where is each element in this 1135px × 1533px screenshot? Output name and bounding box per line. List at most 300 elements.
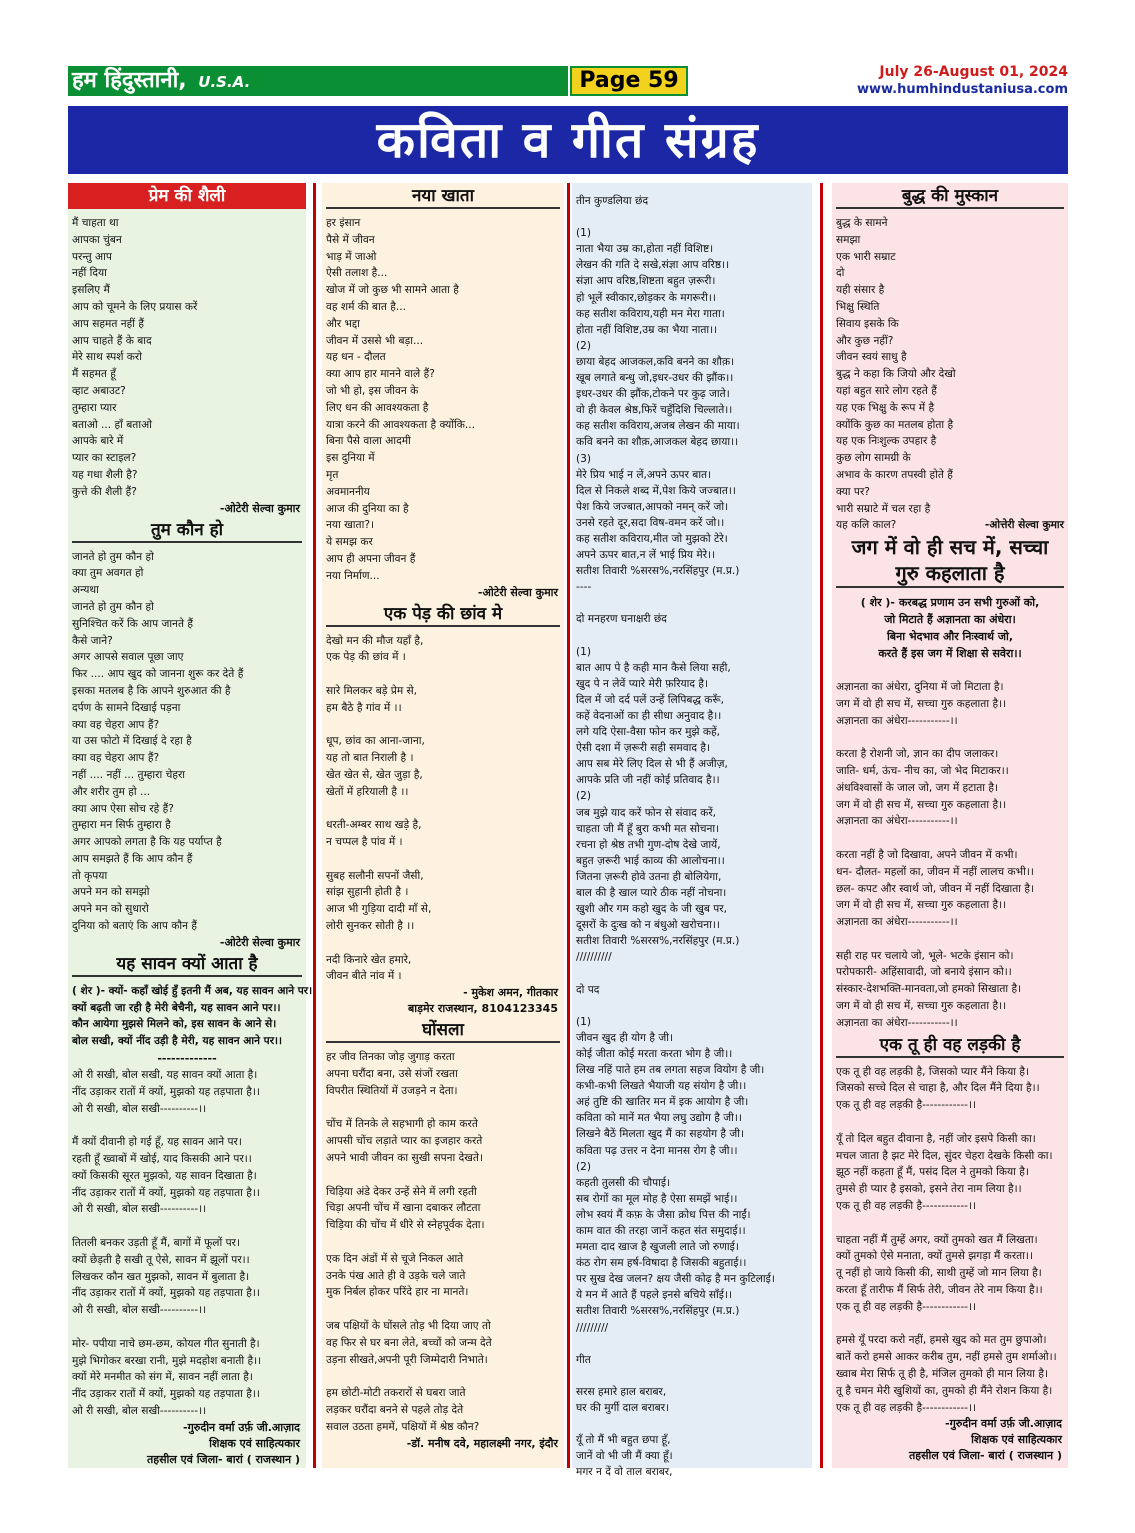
poem-author-title: शिक्षक एवं साहित्यकार [971, 1433, 1062, 1447]
poem-line: अपने मन को समझो [72, 886, 150, 899]
column-1 [68, 183, 313, 1468]
poem-line: लेखन की गति दे सखे,संज्ञा आप वरिष्ठ।। [576, 259, 730, 272]
poem-line: यह तो बात निराली है । [326, 752, 414, 765]
poem-line: तो कृपया [72, 869, 108, 882]
poem-line: छाया बेहद आजकल,कवि बनने का शौक़। [576, 355, 735, 368]
poem-line: तू है चमन मेरी खुशियों का, तुमको ही मैंने रोशन किया है। [836, 1384, 1053, 1397]
poem-line: कैसे जाने? [72, 634, 113, 647]
column-divider [820, 183, 823, 1468]
poem-line: जानते हो तुम कौन हो [72, 600, 154, 613]
poem-line: आपके प्रति जी नहीं कोई प्रतिवाद है।। [576, 774, 720, 787]
poem-line: एक भारी सम्राट [836, 250, 896, 263]
poem-line: अवमाननीय [326, 485, 370, 498]
poem-line: परोपकारी- अहिंसावादी, जो बनाये इंसान को।। [836, 966, 1012, 979]
poem-line: नींद उड़ाकर रातों में क्यों, मुझको यह तड़पाता है।। [72, 1186, 260, 1199]
poem-line: रहती हूँ ख्वाबों में खोई, याद किसकी आने पर।। [72, 1153, 252, 1166]
poem-line: ओ री सखी, बोल सखी----------।। [72, 1405, 207, 1417]
poem-line: दर्पण के सामने दिखाई पड़ना [72, 701, 181, 714]
poem-line: मेरे प्रिय भाई न लें,अपने ऊपर बात। [576, 468, 712, 481]
poem-line: आपसी चोंच लड़ाते प्यार का इजहार करते [326, 1135, 483, 1148]
poem-line: अगर आपसे सवाल पूछा जाए [72, 651, 184, 664]
poem-line: अहं तुष्टि की खातिर मन में इक आयोग है जी। [576, 1096, 749, 1109]
poem-line: आज की दुनिया का है [326, 502, 409, 515]
poem-line: (2) [576, 790, 592, 803]
poem-line [326, 666, 560, 683]
poem-line: यह कलि काल? [836, 519, 897, 532]
poem-title: एक पेड़ की छांव मे [326, 603, 560, 627]
poem-line: जग में वो ही सच में, सच्चा गुरु कहलाता है।। [836, 697, 1007, 710]
poem-line [836, 931, 1064, 948]
poem-body [832, 1064, 1068, 1417]
poem-line: (2) [576, 339, 592, 352]
poem-body [68, 549, 306, 935]
poem-author-place: तहसील एवं जिला- बारां ( राजस्थान ) [909, 1449, 1062, 1463]
poem-line: घर की मुर्गी दाल बराबर। [576, 1402, 670, 1415]
poem-line: ( शेर )- करबद्ध प्रणाम उन सभी गुरुओं को, [860, 596, 1040, 610]
poem-line: ---- [576, 581, 592, 594]
column-divider [313, 183, 316, 1468]
poem-line: नया खाता?। [326, 519, 374, 532]
poem-line: हम छोटी-मोटी तकरारों से घबरा जाते [326, 1387, 466, 1400]
poem-line: एक तू ही वह लड़की है------------।। [836, 1200, 977, 1213]
poem-line: लगे यदि ऐसा-वैसा फोन कर मुझे कहें, [576, 726, 720, 739]
poem-line: आपके बारे में [72, 435, 124, 448]
poem-line: अभाव के कारण तपस्वी होते हैं [836, 468, 953, 481]
poem-author-title: शिक्षक एवं साहित्यकार [209, 1436, 300, 1450]
column-2 [322, 183, 564, 1468]
poem-line: ओ री सखी, बोल सखी, यह सावन क्यों आता है। [72, 1069, 258, 1082]
poem-line: भाड़ में जाओ [326, 250, 377, 263]
poem-line: क्यों किसकी सूरत मुझको, यह सावन दिखाता है। [72, 1169, 257, 1182]
poem-line: एक दिन अंडों में से चूजे निकल आते [326, 1252, 464, 1265]
poem-line: आप को चूमने के लिए प्रयास करें [72, 300, 198, 313]
poem-line: विपरीत स्थितियों में उजड़ने न देता। [326, 1084, 458, 1097]
poem-line: कह सतीश कविराय,अजब लेखन की माया। [576, 420, 740, 433]
column-divider [567, 183, 570, 1468]
poem-line: झूठ नहीं कहता हूँ मैं, पसंद दिल ने तुमको किया है। [836, 1166, 1029, 1179]
poem-line: यह एक निःशुल्क उपहार है [836, 435, 937, 448]
poem-line: तुम्हारा प्यार [72, 401, 117, 414]
poem-line: कभी-कभी लिखते भैयाजी यह संयोग है जी।। [576, 1080, 747, 1093]
poem-line [836, 1316, 1064, 1333]
poem-line [836, 729, 1064, 746]
poem-line: वो ही केवल श्रेष्ठ,फिरें चहुँदिशि चिल्लाते।। [576, 404, 733, 417]
poem-line: जीवन स्वयं साधु है [836, 351, 907, 364]
poem-line: तुमसे ही प्यार है इसको, इसने तेरा नाम लिया है।। [836, 1183, 1022, 1196]
poem-line: जो मिटाते हैं अज्ञानता का अंधेरा। [884, 613, 1016, 627]
website-link[interactable]: www.humhindustaniusa.com [856, 82, 1068, 97]
poem-line: पेश किये जज्बात,आपको नमन् करें जो। [576, 500, 729, 513]
poem-line: जीवन खुद ही योग है जी। [576, 1031, 673, 1044]
poem-line [836, 662, 1064, 679]
masthead [68, 62, 1068, 100]
poem-line: बिना भेदभाव और निःस्वार्थ जो, [886, 630, 1014, 644]
poem-line: करता हूँ तारीफ मैं सिर्फ तेरी, जीवन तेरे नाम किया है।। [836, 1284, 1043, 1297]
poem-title: प्रेम की शैली [68, 183, 306, 209]
poem-line: चिड़िया अंडे देकर उन्हें सेने में लगी रहती [326, 1185, 477, 1198]
poem-author-place: बाड़मेर राजस्थान, 8104123345 [407, 1002, 558, 1016]
poem-line: दूसरों के दुःख को न बंधुओ खरोचना।। [576, 919, 720, 932]
poem-line: बिना पैसे वाला आदमी [326, 435, 411, 448]
poem-line: मुझे भिगोकर बरखा रानी, मुझे मदहोश बनाती है।। [72, 1354, 262, 1367]
poem-line: आप ही अपना जीवन हैं [326, 552, 416, 565]
poem-line: चिड़ा अपनी चोंच में खाना दबाकर लौटता [326, 1202, 481, 1215]
poem-line: सही राह पर चलाये जो, भूले- भटके इंसान को। [836, 949, 1014, 962]
section-banner: कविता व गीत संग्रह [68, 106, 1068, 174]
poem-line: और शरीर तुम हो ... [72, 785, 151, 798]
poem-line: ( शेर )- क्यों- कहाँ खोई हुँ इतनी मैं अब, यह सावन आने पर। [72, 984, 313, 997]
poem-line: दो पद [576, 983, 600, 996]
poem-line: ममता दाद खाज है खुजली लाते जो रुणाई। [576, 1241, 739, 1254]
poem-line [72, 1117, 302, 1134]
poem-line: यूँ तो मैं भी बहुत छपा हूँ, [576, 1434, 671, 1447]
poem-line: ////////// [576, 951, 612, 964]
poem-line: नहीं .... नहीं ... तुम्हारा चेहरा [72, 768, 186, 781]
poem-line: जग में वो ही सच में, सच्चा गुरु कहलाता है।। [836, 798, 1007, 811]
poem-line: सब रोगों का मूल मोह है ऐसा समझें भाई।। [576, 1192, 738, 1205]
poem-line: ये समझ कर [326, 536, 373, 549]
poem-line: ///////// [576, 1321, 609, 1334]
poem-line: कुछ लोग सामग्री के [836, 452, 911, 465]
poem-line: कहें वेदनाओं का ही सीधा अनुवाद है।। [576, 710, 722, 722]
poem-line: जितना ज़रूरी होवे उतना ही बोलियेगा, [576, 870, 722, 883]
brand-bar [68, 66, 568, 96]
poem-body [68, 1067, 306, 1420]
poem-line: इधर-उधर की झौंक,टोकने पर कुढ़ जाते। [576, 388, 730, 401]
poem-line [326, 1167, 560, 1184]
poem-line: सतीश तिवारी %सरस%,नरसिंहपुर (म.प्र.) [576, 565, 740, 578]
poem-line: एक तू ही वह लड़की है, जिसको प्यार मैंने किया है। [836, 1065, 1029, 1078]
poem-line: अन्यथा [72, 584, 99, 597]
poem-line: जाति- धर्म, ऊंच- नीच का, जो भेद मिटाकर।। [836, 764, 1009, 777]
poem-line [836, 1114, 1064, 1131]
poem-line [576, 595, 808, 611]
poem-line: उनके पंख आते ही वे उड़के चले जाते [326, 1269, 466, 1282]
poem-title-line2: गुरु कहलाता है [836, 560, 1064, 588]
poem-line: तुम्हारा मन सिर्फ तुम्हारा है [72, 819, 171, 832]
poem-line: एक तू ही वह लड़की है------------।। [836, 1401, 977, 1414]
poem-line: चाहता जी मैं हूँ बुरा कभी मत सोचना। [576, 822, 720, 835]
poem-line: अंधविश्वासों के जाल जो, जग में हटाता है। [836, 781, 999, 794]
poem-line: कवि बनने का शौक़,आजकल बेहद छाया।। [576, 436, 739, 449]
poem-line: छल- कपट और स्वार्थ जो, जीवन में नहीं दिखाता है। [836, 882, 1035, 895]
poem-line: अपने मन को सुधारो [72, 903, 149, 916]
poem-line: वह शर्म की बात है... [326, 300, 406, 313]
poem-line: कोई जीता कोई मरता करता भोग है जी।। [576, 1047, 733, 1060]
poem-line: अज्ञानता का अंधेरा-----------।। [836, 815, 958, 828]
brand-suffix: U.S.A. [198, 73, 251, 91]
poem-line: ओ री सखी, बोल सखी----------।। [72, 1102, 207, 1115]
poem-sher [68, 983, 313, 1050]
poem-line: अज्ञानता का अंधेरा, दुनिया में जो मिटाता है। [836, 680, 1004, 693]
poem-line: बताओ ... हाँ बताओ [72, 418, 152, 431]
poem-line: नाता भैया उम्र का,होता नहीं विशिष्ट। [576, 243, 714, 256]
poem-line: लिखकर कौन खत मुझको, सावन में बुलाता है। [72, 1270, 250, 1283]
poem-line: करते हैं इस जग में शिक्षा से सवेरा।। [878, 647, 1022, 661]
poem-line: कह सतीश कविराय,यही मन मेरा गाता। [576, 307, 725, 320]
poem-line: व्हाट अबाउट? [72, 384, 126, 397]
poem-line: क्यों बढ़ती जा रही है मेरी बेचैनी, यह सावन आने पर।। [72, 1001, 281, 1014]
poem-line: दुनिया को बताएं कि आप कौन हैं [72, 920, 198, 933]
poem-line: आप सहमत नहीं हैं [72, 317, 144, 330]
poem-line: तीन कुण्डलिया छंद [576, 195, 649, 207]
poem-line [326, 851, 560, 868]
poem-line: गीत [576, 1353, 591, 1366]
poem-line: नया निर्माण... [326, 569, 380, 582]
brand-name: हम हिंदुस्तानी, [72, 68, 187, 93]
poem-line: मोर- पपीया नाचे छम-छम, कोयल गीत सुनाती है। [72, 1337, 260, 1350]
column-3 [572, 183, 812, 1479]
poem-line: (1) [576, 645, 592, 658]
poem-line: सवाल उठता हममें, पक्षियों में श्रेष्ठ कौन? [326, 1420, 480, 1433]
poem-line [326, 717, 560, 734]
poem-line: खोज में जो कुछ भी सामने आता है [326, 284, 459, 297]
poem-line [72, 1319, 302, 1336]
poem-line: कविता पढ़ उत्तर न देना मानस रोग है जी।। [576, 1144, 738, 1157]
poem-body [832, 215, 1068, 517]
poem-line: दो मनहरण घनाक्षरी छंद [576, 613, 667, 626]
poem-line [326, 935, 560, 952]
poem-line: हर जीव तिनका जोड़ जुगाड़ करता [326, 1051, 455, 1064]
poem-line: संज्ञा आप वरिष्ठ,शिष्टता बहुत ज़रूरी। [576, 275, 716, 288]
poem-line [326, 801, 560, 818]
poem-line: तू नहीं हो जाये किसी की, साथी तुम्हें जो मान लिया है। [836, 1267, 1042, 1280]
poem-line: सुबह सलौनी सपनों जैसी, [326, 869, 424, 882]
poem-body [322, 215, 564, 585]
poem-line: उनसे रहते दूर,सदा विष-वमन करें जो।। [576, 516, 725, 529]
poem-line: क्या वह चेहरा आप हैं? [72, 752, 160, 765]
poem-line: समझा [836, 233, 861, 246]
poem-line [576, 1416, 808, 1432]
poem-body [68, 215, 306, 501]
poem-line: पैसे में जीवन [326, 233, 375, 246]
poem-author: -ओटेरी सेल्वा कुमार [219, 501, 300, 515]
poem-line: क्या तुम अवगत हो [72, 567, 144, 580]
column-4 [832, 183, 1068, 1468]
poem-line: खुशी और गम कहो खुद के जी खुब पर, [576, 903, 727, 916]
poem-line: क्या आप हार मानने वाले हैं? [326, 368, 435, 381]
poem-line: यही संसार है [836, 284, 885, 297]
poem-title: एक तू ही वह लड़की है [836, 1034, 1064, 1058]
poem-line: अज्ञानता का अंधेरा-----------।। [836, 916, 958, 929]
poem-line: चोंच में तिनके ले सहभागी हो काम करते [326, 1118, 478, 1131]
poem-line: करता नहीं है जो दिखावा, अपने जीवन में कभी। [836, 848, 1018, 861]
poem-line [576, 998, 808, 1014]
poem-body [572, 183, 812, 1481]
poem-line: अपना घरौंदा बना, उसे संजों रखता [326, 1068, 458, 1081]
poem-line: बातें करो हमसे आकर करीब तुम, नहीं हमसे तुम शर्माओ।। [836, 1351, 1057, 1364]
poem-line: आज भी गुड़िया दादी माँ से, [326, 903, 432, 916]
poem-line: ख्वाब मेरा सिर्फ तू ही है, मंजिल तुमको ही मान लिया है। [836, 1368, 1049, 1381]
poem-line: तितली बनकर उड़ती हूँ मैं, बागों में फूलों पर। [72, 1237, 240, 1250]
poem-author: -डॉ. मनीष दवे, महालक्ष्मी नगर, इंदौर [406, 1436, 558, 1450]
poem-line: कौन आयेगा मुझसे मिलने को, इस सावन के आने से। [72, 1018, 277, 1031]
poem-line: यह गधा शैली है? [72, 468, 138, 481]
poem-line: मैं सहमत हूँ [72, 368, 116, 381]
poem-line: और भद्दा [326, 317, 360, 330]
poem-line: फिर .... आप खुद को जानना शुरू कर देते हैं [72, 668, 244, 681]
poem-line: एक तू ही वह लड़की है------------।। [836, 1099, 977, 1112]
poem-line: सांझ सुहानी होती है । [326, 886, 409, 899]
poem-line: मैं चाहता था [72, 217, 119, 229]
poem-line: बहुत ज़रूरी भाई काव्य की आलोचना।। [576, 854, 725, 867]
poem-line: परन्तु आप [72, 250, 112, 263]
poem-line: जिसको सच्चे दिल से चाहा है, और दिल मैंने दिया है।। [836, 1082, 1040, 1095]
poem-line: यात्रा करने की आवश्यकता है क्योंकि... [326, 418, 475, 431]
poem-line: एक तू ही वह लड़की है------------।। [836, 1300, 977, 1313]
poem-line: अज्ञानता का अंधेरा-----------।। [836, 714, 958, 727]
poem-line: ओ री सखी, बोल सखी----------।। [72, 1304, 207, 1317]
poem-line: क्यों तुमको ऐसे मनाता, क्यों तुमसे झगड़ा मैं करता।। [836, 1250, 1033, 1263]
poem-title: यह सावन क्यों आता है [72, 953, 302, 977]
poem-line: सरस हमारे हाल बराबर, [576, 1385, 667, 1398]
poem-line: मेरे साथ स्पर्श करो [72, 351, 142, 364]
poem-line: आप चाहते हैं के बाद [72, 334, 152, 347]
poem-line: क्या वह चेहरा आप हैं? [72, 718, 160, 731]
poem-line: हम बैठे है गांव में ।। [326, 701, 402, 714]
poem-line [576, 628, 808, 644]
poem-line: सिवाय इसके कि [836, 317, 899, 330]
issue-date: July 26-August 01, 2024 [879, 64, 1068, 80]
poem-line [326, 1301, 560, 1318]
poem-line: अगर आपको लगता है कि यह पर्याप्त है [72, 836, 222, 849]
poem-line: (1) [576, 227, 592, 240]
poem-line: मृत [326, 468, 339, 481]
poem-line: लोरी सुनकर सोती है ।। [326, 920, 415, 933]
poem-line: जो भी हो, इस जीवन के [326, 384, 419, 397]
poem-line: जग में वो ही सच में, सच्चा गुरु कहलाता है।। [836, 899, 1007, 912]
poem-line [576, 966, 808, 982]
poem-title: नया खाता [326, 185, 560, 209]
poem-line: धरती-अम्बर साथ खड़े है, [326, 819, 422, 832]
poem-line: दिल से निकले शब्द में,पेश किये जज्बात।। [576, 484, 736, 497]
poem-line: नींद उड़ाकर रातों में क्यों, मुझको यह तड़पाता है।। [72, 1085, 260, 1098]
poem-line: यूँ तो दिल बहुत दीवाना है, नहीं जोर इसपे किसी का। [836, 1132, 1036, 1145]
poem-line [836, 1215, 1064, 1232]
poem-body [322, 633, 564, 986]
poem-author: -गुरुदीन वर्मा उर्फ़ जी.आज़ाद [945, 1417, 1062, 1431]
poem-line: ऐसी तलाश है... [326, 267, 388, 280]
poem-line: देखो मन की मौज यहाँ है, [326, 634, 424, 647]
poem-line: सतीश तिवारी %सरस%,नरसिंहपुर (म.प्र.) [576, 935, 740, 948]
poem-last-row [832, 517, 1068, 534]
poem-title: तुम कौन हो [72, 519, 302, 543]
poem-line: नहीं दिया [72, 267, 107, 280]
issue-info [857, 64, 1068, 98]
poem-line: और कुछ नहीं? [836, 334, 894, 347]
poem-line: यहां बहुत सारे लोग रहते हैं [836, 384, 937, 397]
poem-line: उड़ना सीखते,अपनी पूरी जिम्मेदारी निभाते। [326, 1353, 488, 1366]
poem-line: कुत्ते की शैली हैं? [72, 485, 137, 498]
poem-line: क्योंकि कुछ का मतलब होता है [836, 418, 954, 431]
poem-line [326, 1368, 560, 1385]
poem-line: रचना हो श्रेष्ठ तभी गुण-दोष देखे जायें, [576, 838, 721, 851]
poem-line: सारे मिलकर बड़े प्रेम से, [326, 684, 418, 697]
poem-line: कंठ रोग सम हर्ष-विषादा है जिसकी बहुताई।। [576, 1257, 747, 1270]
poem-line: धन- दौलत- महलों का, जीवन में नहीं लालच कभी।। [836, 865, 1034, 878]
poem-line: मचल जाता है झट मेरे दिल, सुंदर चेहरा देखके किसी का। [836, 1149, 1053, 1162]
poem-line: (3) [576, 452, 592, 465]
poem-line: चाहता नहीं मैं तुम्हें अगर, क्यों तुमको खत मैं लिखता। [836, 1233, 1038, 1246]
poem-line: न चप्पल है पांव में । [326, 836, 403, 849]
poem-line: यह एक भिक्षु के रूप में है [836, 401, 935, 414]
poem-line: लड़कर घरौंदा बनने से पहले तोड़ देते [326, 1404, 464, 1416]
poem-line: नींद उड़ाकर रातों में क्यों, मुझको यह तड़पाता है।। [72, 1388, 260, 1401]
poem-line: दिल में जो दर्द पलें उन्हें लिपिबद्ध करूँ, [576, 693, 725, 706]
poem-line: बुद्ध ने कहा कि जियो और देखो [836, 368, 956, 381]
poem-line: करता है रोशनी जो, ज्ञान का दीप जलाकर। [836, 748, 999, 761]
poem-line: कह सतीश कविराय,मीत जो मुझको टेरे। [576, 532, 728, 545]
poem-line: ओ री सखी, बोल सखी----------।। [72, 1203, 207, 1216]
poem-line: दो [836, 267, 845, 280]
poem-line: लिखने बैठें मिलता खुद मैं का सहयोग है जी। [576, 1128, 745, 1141]
poem-line: संस्कार-देशभक्ति-मानवता,जो हमको सिखाता है। [836, 983, 1022, 996]
poem-line: (2) [576, 1160, 592, 1173]
poem-line: जीवन में उससे भी बड़ा... [326, 334, 424, 347]
poem-body [322, 1049, 564, 1435]
poem-line: बात आप पे है कही मान कैसे लिया सही, [576, 661, 731, 674]
poem-line: ऐसी दशा में ज़रूरी सही समवाद है। [576, 742, 710, 755]
poem-line: नदी किनारे खेत हमारे, [326, 953, 412, 966]
page-number: Page 59 [570, 66, 688, 96]
poem-line: आप समझते हैं कि आप कौन हैं [72, 852, 193, 865]
poem-author: -ओटेरी सेल्वा कुमार [477, 585, 558, 599]
poem-line [576, 1368, 808, 1384]
poem-line: जानते हो तुम कौन हो [72, 550, 154, 563]
poem-line: या उस फोटो में दिखाई दे रहा है [72, 735, 192, 748]
poem-line: जब पक्षियों के घोंसले तोड़ भी दिया जाए तो [326, 1320, 491, 1333]
poem-author: -गुरुदीन वर्मा उर्फ़ जी.आज़ाद [183, 1420, 300, 1434]
poem-line: यह धन - दौलत [326, 351, 386, 364]
poem-title: घोंसला [326, 1019, 560, 1043]
poem-line: नींद उड़ाकर रातों में क्यों, मुझको यह तड़पाता है।। [72, 1287, 260, 1300]
poem-line [326, 1234, 560, 1251]
poem-line: ये मन में आते हैं पहले इनसे बचिये साँई।। [576, 1289, 732, 1302]
poem-line [576, 209, 808, 225]
poem-line: जग में वो ही सच में, सच्चा गुरु कहलाता है।। [836, 1000, 1007, 1013]
poem-line: होता नहीं विशिष्ट,उम्र का भैया नाता।। [576, 323, 718, 336]
poem-line: जब मुझे याद करें फोन से संवाद करें, [576, 806, 717, 819]
poem-line: प्यार का स्टाइल? [72, 452, 137, 465]
poem-line: खुद पे न लेवें प्यारे मेरी फ़रियाद है। [576, 677, 709, 690]
poem-line: आपका चुंबन [72, 233, 122, 246]
poem-line: अपने भावी जीवन का सुखी सपना देखते। [326, 1152, 483, 1165]
poem-line: एक पेड़ की छांव में । [326, 651, 406, 664]
poem-line: लिख नहिं पाते हम तब लगता सहज वियोग है जी। [576, 1064, 765, 1077]
poem-sher [832, 594, 1068, 662]
poem-line: मुक निर्बल होकर परिंदे हार ना मानते। [326, 1286, 469, 1299]
poem-line: सतीश तिवारी %सरस%,नरसिंहपुर (म.प्र.) [576, 1305, 740, 1318]
poem-line: क्या पर? [836, 485, 870, 498]
poem-line: खूब लगाते बन्धु जो,इधर-उधर की झौंक।। [576, 372, 734, 385]
poem-line: हर इंसान [326, 217, 361, 229]
separator: ------------- [157, 1052, 217, 1066]
poem-line: इस दुनिया में [326, 452, 375, 465]
poem-line: लिए धन की आवश्यकता है [326, 401, 429, 414]
poem-line: कविता को मानें मत भैया लघु उद्योग है जी।। [576, 1112, 742, 1125]
poem-line: क्यों मेरे मनमीत को संग में, सावन नहीं लाता है। [72, 1371, 253, 1384]
poem-line: धूप, छांव का आना-जाना, [326, 735, 425, 748]
poem-line: हो भूलें स्वीकार,छोड़कर के मगरूरी।। [576, 291, 716, 304]
poem-line: बोल सखी, क्यों नींद उड़ी है मेरी, यह सावन आने पर।। [72, 1035, 283, 1048]
poem-line: जीवन बीते नांव में । [326, 970, 402, 983]
poem-line: मैं क्यों दीवानी हो गई हूँ, यह सावन आने पर। [72, 1136, 242, 1149]
poem-line: क्या आप ऐसा सोच रहे हैं? [72, 802, 174, 815]
poem-body [832, 662, 1068, 1032]
poem-line: वह फिर से घर बना लेते, बच्चों को जन्म देते [326, 1336, 492, 1349]
poem-line: बाल की है खाल प्यारे ठीक नहीं नोचना। [576, 887, 727, 900]
poem-line: अपने ऊपर बात,न लें भाई प्रिय मेरे।। [576, 549, 716, 562]
